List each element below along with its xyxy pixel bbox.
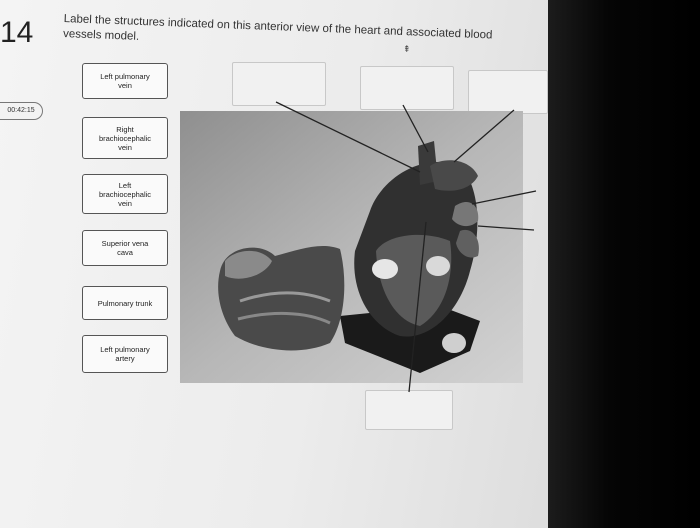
drop-target-3[interactable] [468, 70, 548, 114]
cursor-icon: ⇞ [403, 44, 411, 54]
draggable-label-pulmonary-trunk[interactable]: Pulmonary trunk [82, 286, 168, 320]
question-instruction: Label the structures indicated on this anterior view of the heart and associated blood vessels model. [62, 12, 493, 43]
monitor-bezel [548, 0, 700, 528]
heart-model-image [180, 111, 523, 383]
draggable-label-left-brachiocephalic-vein[interactable]: Left brachiocephalic vein [82, 174, 168, 214]
model-badge-icon [442, 333, 466, 353]
drop-target-4[interactable] [365, 390, 453, 430]
draggable-label-left-pulmonary-artery[interactable]: Left pulmonary artery [82, 335, 168, 373]
draggable-label-right-brachiocephalic-vein[interactable]: Right brachiocephalic vein [82, 117, 168, 159]
timer-badge: 00:42:15 [0, 102, 43, 120]
drop-target-1[interactable] [232, 62, 326, 106]
draggable-label-superior-vena-cava[interactable]: Superior vena cava [82, 230, 168, 266]
draggable-label-left-pulmonary-vein[interactable]: Left pulmonary vein [82, 63, 168, 99]
drop-target-2[interactable] [360, 66, 454, 110]
question-number: 14 [0, 16, 34, 49]
